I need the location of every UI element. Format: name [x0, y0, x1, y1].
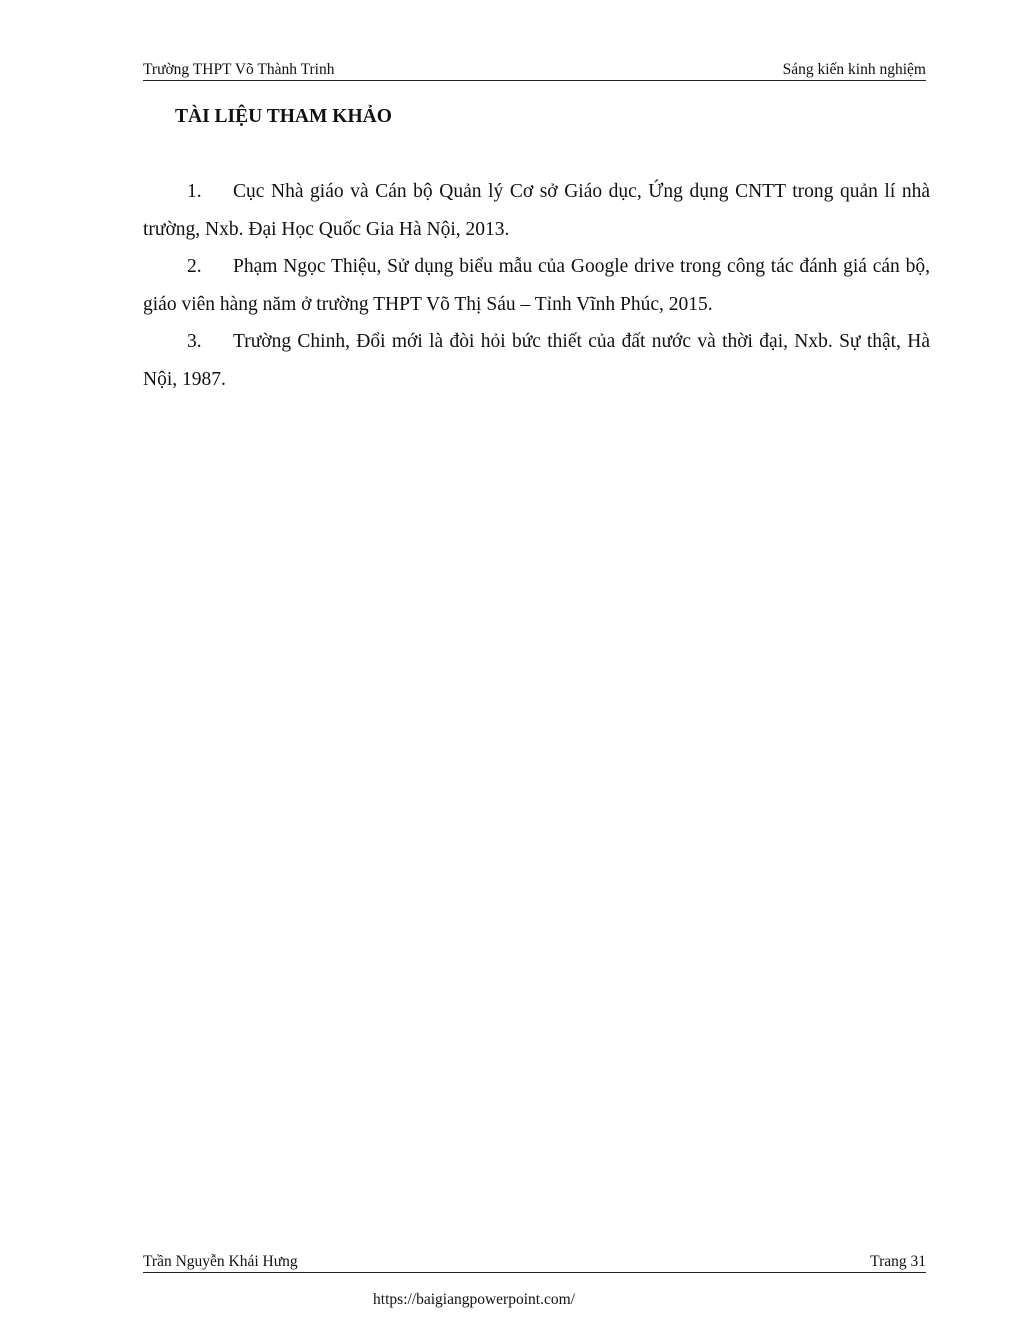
footer-page-number: Trang 31: [870, 1253, 926, 1270]
reference-item: [143, 248, 930, 323]
page-header: [143, 60, 926, 81]
reference-text: Trường Chinh, Đổi mới là đòi hỏi bức thiết của đất nước và thời đại, Nxb. Sự thật, Hà Nội, 1987.: [143, 331, 930, 390]
header-document-type: Sáng kiến kinh nghiệm: [782, 61, 926, 78]
reference-number: 3.: [187, 331, 202, 352]
reference-number: 2.: [187, 256, 202, 277]
header-school-name: Trường THPT Võ Thành Trinh: [143, 61, 335, 78]
reference-item: [143, 323, 930, 398]
footer-url: https://baigiangpowerpoint.com/: [373, 1291, 575, 1308]
page-footer: [143, 1252, 926, 1273]
footer-author: Trần Nguyễn Khái Hưng: [143, 1253, 298, 1270]
page-title: TÀI LIỆU THAM KHẢO: [175, 106, 392, 127]
reference-text: Phạm Ngọc Thiệu, Sử dụng biểu mẫu của Google drive trong công tác đánh giá cán bộ, giáo viên hàng năm ở trường THPT Võ Thị Sáu – Tỉnh Vĩnh Phúc, 2015.: [143, 256, 930, 315]
reference-list: [143, 173, 930, 398]
reference-item: [143, 173, 930, 248]
reference-number: 1.: [187, 181, 202, 202]
reference-text: Cục Nhà giáo và Cán bộ Quản lý Cơ sở Giáo dục, Ứng dụng CNTT trong quản lí nhà trường, Nxb. Đại Học Quốc Gia Hà Nội, 2013.: [143, 181, 930, 240]
